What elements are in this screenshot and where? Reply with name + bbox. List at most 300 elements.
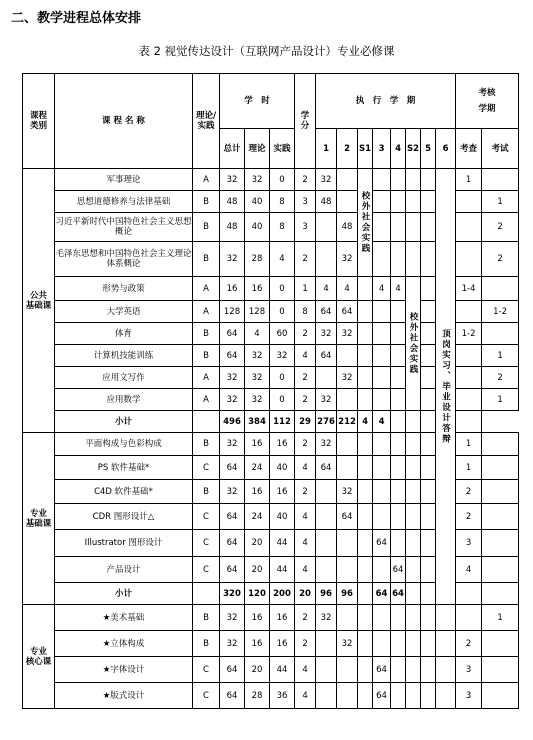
assessment-exam: [482, 504, 519, 530]
course-type: B: [193, 242, 220, 277]
term-3-hours: [373, 433, 391, 456]
assessment-exam: [482, 631, 519, 657]
hours-theory: 16: [245, 631, 270, 657]
course-name: ★版式设计: [55, 683, 193, 709]
term-3-hours: [373, 213, 391, 242]
term-4-hours: [391, 433, 406, 456]
subtotal-check: [421, 411, 436, 433]
credit: 2: [295, 631, 316, 657]
hours-total: 32: [220, 367, 245, 389]
assessment-check: 1: [456, 433, 482, 456]
term-5-hours: [421, 367, 436, 389]
hours-total: 32: [220, 605, 245, 631]
term-3-hours: [373, 191, 391, 213]
term-1-hours: [316, 557, 337, 583]
term-s1-hours: [358, 367, 373, 389]
term-4-hours: [391, 389, 406, 411]
term-1-hours: 32: [316, 169, 337, 191]
term-s1-hours: [358, 301, 373, 323]
term-1-hours: [316, 242, 337, 277]
term-3-hours: [373, 456, 391, 480]
term-5-hours: [421, 191, 436, 213]
header-term-1: 1: [316, 129, 337, 169]
hours-theory: 32: [245, 367, 270, 389]
course-name: 体育: [55, 323, 193, 345]
hours-theory: 24: [245, 456, 270, 480]
hours-practice: 16: [270, 631, 295, 657]
term-5-hours: [421, 389, 436, 411]
header-term-6: 6: [436, 129, 456, 169]
assessment-exam: [482, 683, 519, 709]
subtotal-credit: 29: [295, 411, 316, 433]
term-3-hours: [373, 323, 391, 345]
hours-total: 32: [220, 169, 245, 191]
hours-practice: 0: [270, 389, 295, 411]
assessment-exam: [482, 557, 519, 583]
course-type: B: [193, 345, 220, 367]
term-2-hours: [337, 605, 358, 631]
assessment-check: 4: [456, 557, 482, 583]
term-3-hours: 64: [373, 683, 391, 709]
term-5-hours: [421, 530, 436, 557]
term-1-hours: 32: [316, 433, 337, 456]
term-5-hours: [421, 631, 436, 657]
hours-theory: 20: [245, 657, 270, 683]
hours-total: 32: [220, 242, 245, 277]
course-name: 形势与政策: [55, 277, 193, 301]
hours-total: 64: [220, 557, 245, 583]
term-5-hours: [421, 504, 436, 530]
term-s2-hours: [406, 605, 421, 631]
subtotal-term-3: 4: [358, 411, 373, 433]
course-type: A: [193, 169, 220, 191]
hours-practice: 44: [270, 657, 295, 683]
credit: 4: [295, 456, 316, 480]
term-4-hours: [391, 323, 406, 345]
hours-total: 64: [220, 530, 245, 557]
term-3-hours: [373, 605, 391, 631]
subtotal-term-4: 64: [391, 583, 406, 605]
hours-total: 64: [220, 345, 245, 367]
subtotal-term-s2: [391, 411, 406, 433]
course-type: B: [193, 213, 220, 242]
term-2-hours: [337, 389, 358, 411]
credit: 2: [295, 605, 316, 631]
term-2-hours: [337, 657, 358, 683]
course-type: C: [193, 504, 220, 530]
header-term-s1: S1: [358, 129, 373, 169]
hours-theory: 32: [245, 345, 270, 367]
assessment-check: 2: [456, 504, 482, 530]
term-1-hours: [316, 504, 337, 530]
term-5-hours: [421, 301, 436, 323]
assessment-exam: 1-2: [482, 301, 519, 323]
credit: 4: [295, 557, 316, 583]
credit: 8: [295, 301, 316, 323]
hours-total: 32: [220, 389, 245, 411]
assessment-check: [456, 213, 482, 242]
term-5-hours: [421, 605, 436, 631]
term-4-hours: [391, 605, 406, 631]
credit: 3: [295, 191, 316, 213]
hours-practice: 16: [270, 433, 295, 456]
term-2-hours: 64: [337, 301, 358, 323]
hours-theory: 16: [245, 433, 270, 456]
term-5-hours: [421, 433, 436, 456]
header-term-5: 5: [421, 129, 436, 169]
term-1-hours: [316, 657, 337, 683]
term-2-hours: [337, 433, 358, 456]
header-exam-check: 考查: [456, 129, 482, 169]
assessment-exam: [482, 433, 519, 456]
header-practice: 实践: [270, 129, 295, 169]
term-4-hours: [391, 191, 406, 213]
term-s2-hours: [406, 504, 421, 530]
hours-practice: 60: [270, 323, 295, 345]
assessment-exam: [482, 277, 519, 301]
header-term-3: 3: [373, 129, 391, 169]
curriculum-table: [22, 73, 519, 709]
hours-theory: 20: [245, 557, 270, 583]
course-type: A: [193, 389, 220, 411]
term-1-hours: 64: [316, 456, 337, 480]
term-3-hours: [373, 480, 391, 504]
term-5-hours: [421, 242, 436, 277]
assessment-exam: 1: [482, 389, 519, 411]
hours-theory: 32: [245, 389, 270, 411]
hours-practice: 8: [270, 213, 295, 242]
term-s1-hours: [358, 480, 373, 504]
term-4-hours: [391, 169, 406, 191]
term-3-hours: [373, 631, 391, 657]
term-s2-hours: [406, 657, 421, 683]
hours-practice: 16: [270, 480, 295, 504]
assessment-check: 2: [456, 480, 482, 504]
course-type: B: [193, 480, 220, 504]
subtotal-theory: 120: [245, 583, 270, 605]
term-5-hours: [421, 557, 436, 583]
header-credits: [295, 74, 316, 169]
term-2-hours: [337, 169, 358, 191]
term-1-hours: [316, 213, 337, 242]
header-credits-text: 学 分: [300, 111, 310, 131]
assessment-exam: 1: [482, 345, 519, 367]
course-name: 平面构成与色彩构成: [55, 433, 193, 456]
term-3-hours: [373, 345, 391, 367]
term-2-hours: [337, 345, 358, 367]
subtotal-label: 小计: [55, 411, 193, 433]
table-row: [23, 631, 519, 657]
term-s1-hours: [358, 683, 373, 709]
header-theory: 理论: [245, 129, 270, 169]
course-type: B: [193, 433, 220, 456]
term-5-hours: [421, 277, 436, 301]
credit: 2: [295, 367, 316, 389]
term-s2-hours: [406, 631, 421, 657]
term-4-hours: [391, 213, 406, 242]
term-2-hours: [337, 456, 358, 480]
course-name: 毛泽东思想和中国特色社会主义理论体系概论: [55, 242, 193, 277]
hours-theory: 20: [245, 530, 270, 557]
assessment-exam: [482, 456, 519, 480]
course-name: Illustrator 图形设计: [55, 530, 193, 557]
course-name: C4D 软件基础*: [55, 480, 193, 504]
hours-practice: 8: [270, 191, 295, 213]
term-3-hours: [373, 301, 391, 323]
header-assessment-text: 考核 学期: [478, 88, 496, 114]
term-2-hours: [337, 191, 358, 213]
header-term-4: 4: [391, 129, 406, 169]
term-2-hours: 32: [337, 367, 358, 389]
assessment-check: [456, 191, 482, 213]
term-s2-hours: [406, 683, 421, 709]
category-cell: 专业 基础课: [23, 433, 55, 605]
subtotal-term-1: 276: [316, 411, 337, 433]
term-2-hours: 48: [337, 213, 358, 242]
hours-theory: 40: [245, 213, 270, 242]
subtotal-label: 小计: [55, 583, 193, 605]
course-type: C: [193, 530, 220, 557]
term-s2-hours: [406, 191, 421, 213]
assessment-check: [456, 242, 482, 277]
header-hours: 学 时: [220, 74, 295, 129]
assessment-check: 1-4: [456, 277, 482, 301]
course-name: 计算机技能训练: [55, 345, 193, 367]
assessment-check: 3: [456, 657, 482, 683]
term-s1-hours: [358, 557, 373, 583]
header-assessment: [456, 74, 519, 129]
term-4-hours: [391, 345, 406, 367]
term-4-hours: [391, 456, 406, 480]
assessment-check: [456, 389, 482, 411]
term-s1-hours: [358, 504, 373, 530]
assessment-exam: 2: [482, 213, 519, 242]
term-s1-hours: [358, 277, 373, 301]
hours-total: 64: [220, 323, 245, 345]
term-s1-hours: [358, 323, 373, 345]
term-3-hours: [373, 504, 391, 530]
assessment-check: [456, 345, 482, 367]
term-3-hours: 64: [373, 657, 391, 683]
header-schedule: 执 行 学 期: [316, 74, 456, 129]
hours-practice: 44: [270, 530, 295, 557]
hours-practice: 16: [270, 605, 295, 631]
term-4-hours: [391, 504, 406, 530]
term-s2-hours: [406, 169, 421, 191]
hours-total: 64: [220, 456, 245, 480]
term-5-hours: [421, 345, 436, 367]
term-s2-hours: [406, 557, 421, 583]
term-6-hours: [436, 683, 456, 709]
header-term-s2: S2: [406, 129, 421, 169]
assessment-check: [456, 367, 482, 389]
category-cell: 专业 核心课: [23, 605, 55, 709]
course-type: B: [193, 605, 220, 631]
course-name: ★美术基础: [55, 605, 193, 631]
subtotal-exam: [482, 583, 519, 605]
credit: 4: [295, 504, 316, 530]
term-3-hours: 4: [373, 277, 391, 301]
subtotal-term-s1: [358, 583, 373, 605]
header-term-2: 2: [337, 129, 358, 169]
table-row: [23, 657, 519, 683]
header-theory-practice: [193, 74, 220, 169]
hours-practice: 0: [270, 169, 295, 191]
credit: 4: [295, 657, 316, 683]
term-2-hours: 32: [337, 480, 358, 504]
table-row: [23, 683, 519, 709]
assessment-exam: 1: [482, 191, 519, 213]
term-s2-hours: [406, 213, 421, 242]
term-s1-hours: [358, 530, 373, 557]
hours-theory: 16: [245, 605, 270, 631]
credit: 3: [295, 213, 316, 242]
term-2-hours: 32: [337, 242, 358, 277]
course-name: 产品设计: [55, 557, 193, 583]
term-s1-hours: [358, 456, 373, 480]
header-category: [23, 74, 55, 169]
assessment-exam: [482, 169, 519, 191]
term-6-hours: [436, 657, 456, 683]
term-s1-hours: [358, 433, 373, 456]
term-4-hours: [391, 367, 406, 389]
social-practice-s1: 校外社会实践: [358, 169, 373, 277]
term-5-hours: [421, 323, 436, 345]
course-name: 思想道德修养与法律基础: [55, 191, 193, 213]
course-type: A: [193, 301, 220, 323]
hours-practice: 4: [270, 242, 295, 277]
term-s1-hours: [358, 605, 373, 631]
term-s1-hours: [358, 631, 373, 657]
hours-total: 16: [220, 277, 245, 301]
subtotal-credit: 20: [295, 583, 316, 605]
term-2-hours: [337, 557, 358, 583]
course-name: 应用数学: [55, 389, 193, 411]
term-3-hours: 64: [373, 530, 391, 557]
table-row: [23, 605, 519, 631]
term-1-hours: 64: [316, 301, 337, 323]
hours-practice: 40: [270, 456, 295, 480]
course-type: C: [193, 456, 220, 480]
subtotal-term-5: [421, 583, 436, 605]
credit: 2: [295, 169, 316, 191]
hours-theory: 4: [245, 323, 270, 345]
term-2-hours: 32: [337, 323, 358, 345]
credit: 4: [295, 683, 316, 709]
term-1-hours: 4: [316, 277, 337, 301]
subtotal-term-2: 212: [337, 411, 358, 433]
term-3-hours: [373, 557, 391, 583]
term-4-hours: 64: [391, 557, 406, 583]
course-type: C: [193, 657, 220, 683]
subtotal-type: [193, 583, 220, 605]
course-name: ★立体构成: [55, 631, 193, 657]
header-course-name: 课 程 名 称: [55, 74, 193, 169]
header-theory-practice-text: 理论/ 实践: [195, 111, 217, 131]
assessment-check: 1: [456, 456, 482, 480]
term-5-hours: [421, 683, 436, 709]
assessment-exam: 1: [482, 605, 519, 631]
course-type: B: [193, 631, 220, 657]
assessment-exam: 2: [482, 242, 519, 277]
term-4-hours: 4: [391, 277, 406, 301]
hours-practice: 32: [270, 345, 295, 367]
assessment-check: 3: [456, 530, 482, 557]
header-total: 总计: [220, 129, 245, 169]
assessment-exam: 2: [482, 367, 519, 389]
term-2-hours: 4: [337, 277, 358, 301]
hours-theory: 16: [245, 277, 270, 301]
term-1-hours: 32: [316, 605, 337, 631]
term-s2-hours: [406, 480, 421, 504]
hours-total: 32: [220, 480, 245, 504]
section-heading: 二、教学进程总体安排: [11, 11, 142, 26]
term-s2-hours: [406, 530, 421, 557]
category-cell: 公共 基础课: [23, 169, 55, 433]
course-type: A: [193, 367, 220, 389]
term-1-hours: [316, 530, 337, 557]
hours-theory: 16: [245, 480, 270, 504]
term-4-hours: [391, 242, 406, 277]
social-practice-s2: 校外社会实践: [406, 277, 421, 411]
course-type: A: [193, 277, 220, 301]
term-4-hours: [391, 683, 406, 709]
subtotal-term-s2: [406, 583, 421, 605]
term-1-hours: [316, 683, 337, 709]
hours-total: 32: [220, 631, 245, 657]
term-3-hours: [373, 367, 391, 389]
subtotal-term-5: [406, 411, 421, 433]
hours-total: 64: [220, 504, 245, 530]
hours-practice: 40: [270, 504, 295, 530]
course-name: CDR 图形设计△: [55, 504, 193, 530]
assessment-check: 2: [456, 631, 482, 657]
hours-theory: 40: [245, 191, 270, 213]
hours-total: 32: [220, 433, 245, 456]
credit: 2: [295, 389, 316, 411]
hours-total: 64: [220, 657, 245, 683]
assessment-check: [456, 301, 482, 323]
table-caption: 表 2 视觉传达设计（互联网产品设计）专业必修课: [138, 44, 395, 58]
hours-practice: 0: [270, 277, 295, 301]
subtotal-total: 496: [220, 411, 245, 433]
hours-total: 48: [220, 213, 245, 242]
term-1-hours: [316, 367, 337, 389]
course-type: B: [193, 323, 220, 345]
assessment-check: 1-2: [456, 323, 482, 345]
term-s2-hours: [406, 456, 421, 480]
credit: 1: [295, 277, 316, 301]
term-3-hours: [373, 389, 391, 411]
assessment-exam: [482, 530, 519, 557]
credit: 2: [295, 480, 316, 504]
course-name: 大学英语: [55, 301, 193, 323]
hours-practice: 0: [270, 367, 295, 389]
subtotal-term-4: 4: [373, 411, 391, 433]
course-name: ★字体设计: [55, 657, 193, 683]
term-1-hours: [316, 631, 337, 657]
subtotal-check: [456, 583, 482, 605]
term-4-hours: [391, 530, 406, 557]
hours-theory: 24: [245, 504, 270, 530]
term-1-hours: 32: [316, 389, 337, 411]
term-4-hours: [391, 657, 406, 683]
course-name: 军事理论: [55, 169, 193, 191]
term-3-hours: [373, 242, 391, 277]
term-s1-hours: [358, 389, 373, 411]
subtotal-term-1: 96: [316, 583, 337, 605]
course-name: 习近平新时代中国特色社会主义思想概论: [55, 213, 193, 242]
